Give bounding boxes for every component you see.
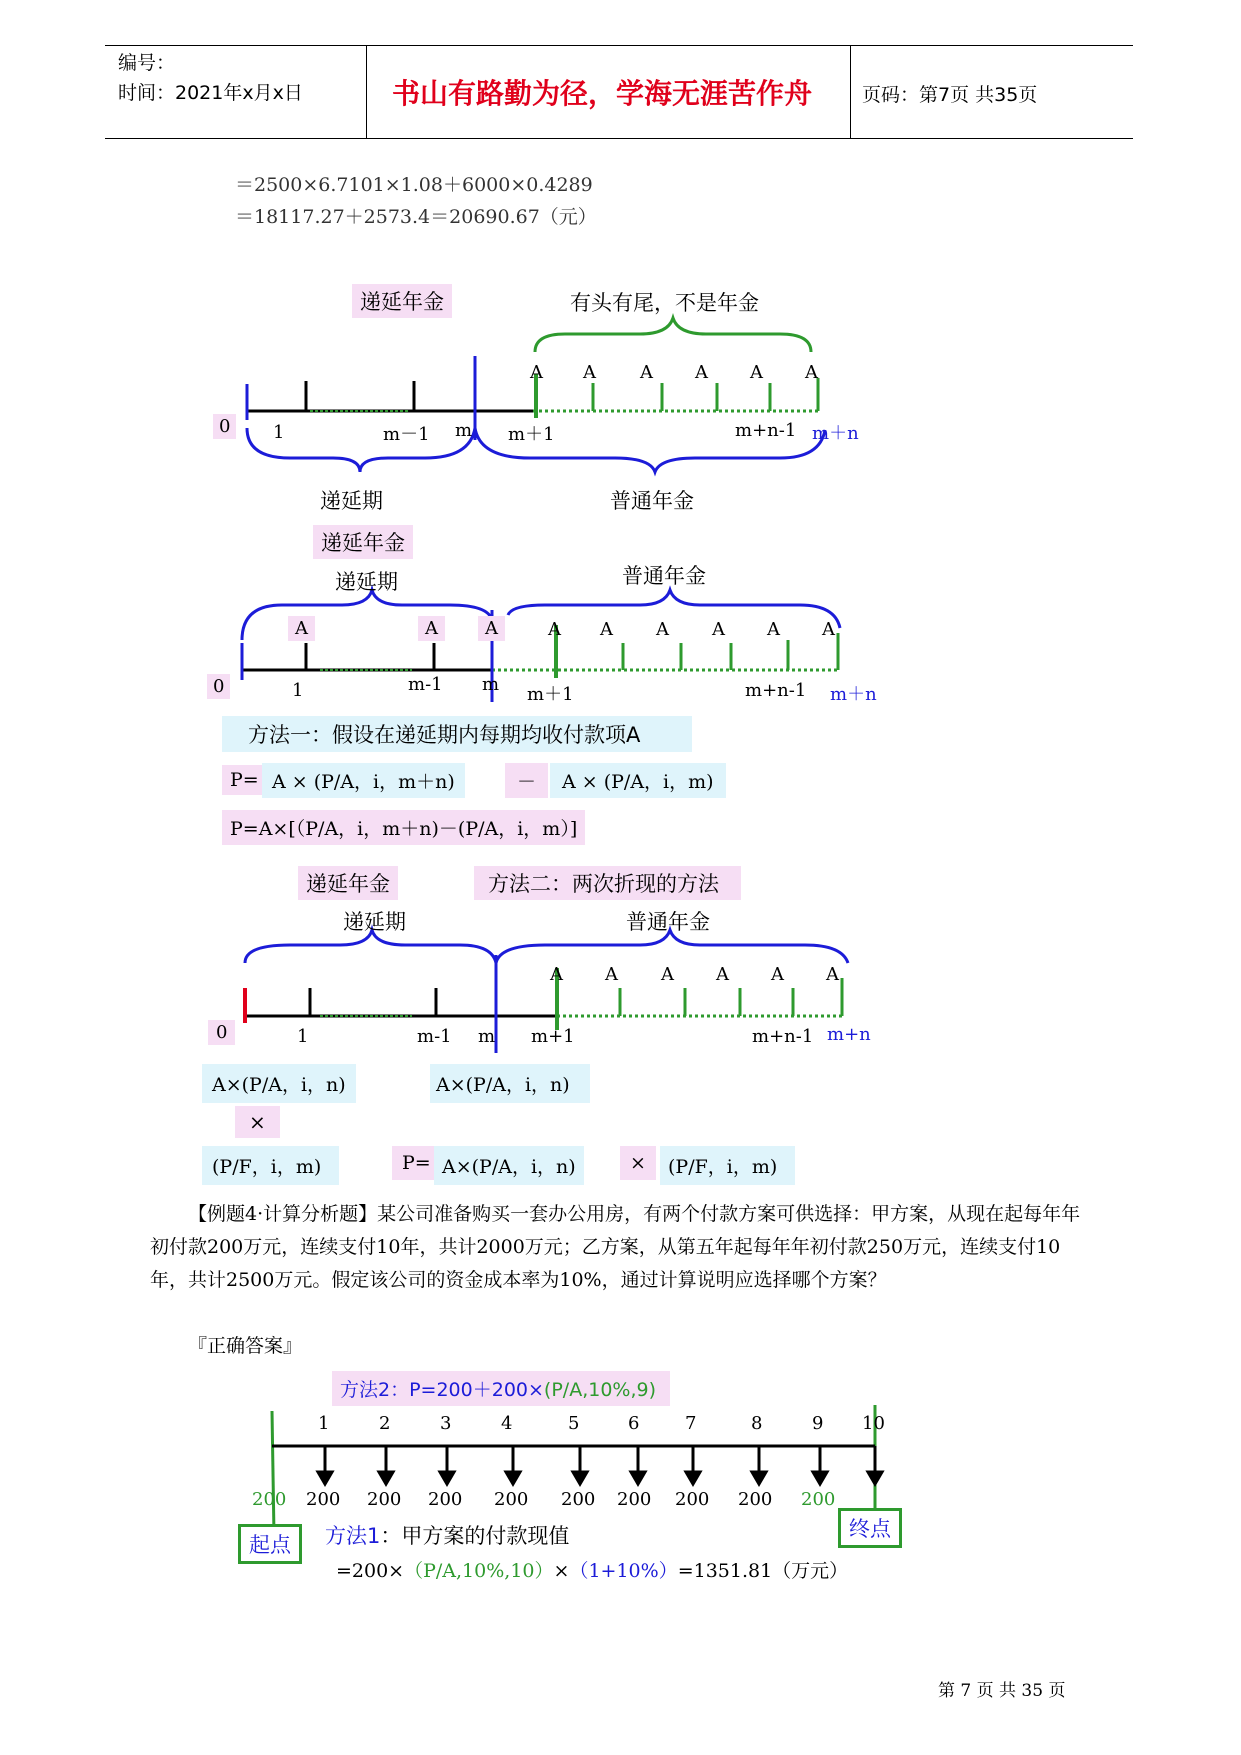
d4-amount-10: 200 xyxy=(801,1489,836,1510)
d2-tick-m+n-1: m+n-1 xyxy=(745,680,807,701)
d4-amount-4: 200 xyxy=(428,1489,463,1510)
d2-a-label: A xyxy=(548,619,561,640)
d3-tick-m+n-1: m+n-1 xyxy=(752,1026,814,1047)
d4-method-2-factor: (P/A,10%,9) xyxy=(543,1379,657,1401)
d2-a-label: A xyxy=(418,616,445,641)
d4-calc-factor-1: （P/A,10%,10） xyxy=(404,1560,554,1582)
d4-calc xyxy=(336,1556,848,1583)
d1-a-label: A xyxy=(583,362,596,383)
d4-amount-8: 200 xyxy=(675,1489,710,1510)
d2-term-2: A × (P/A，i，m) xyxy=(550,763,726,798)
d1-a-label: A xyxy=(530,362,543,383)
d3-tick-1: 1 xyxy=(297,1026,309,1047)
d4-amount-5: 200 xyxy=(494,1489,529,1510)
d4-calc-result: =1351.81（万元） xyxy=(677,1560,849,1582)
d2-deferred-period-label: 递延期 xyxy=(335,570,398,594)
d4-amount-2: 200 xyxy=(306,1489,341,1510)
d3-pf-left: (P/F，i，m) xyxy=(202,1146,339,1185)
serial-label: 编号： xyxy=(118,52,176,74)
d3-tick-m+n: m+n xyxy=(827,1024,871,1045)
d2-tick-m-1: m-1 xyxy=(408,674,443,695)
d4-start-box: 起点 xyxy=(238,1524,302,1564)
d4-tick-1: 1 xyxy=(318,1413,330,1434)
d4-amount-9: 200 xyxy=(738,1489,773,1510)
d3-p-label: P= xyxy=(392,1146,441,1180)
d1-deferred-period-label: 递延期 xyxy=(320,489,383,513)
d1-head-tail-label: 有头有尾，不是年金 xyxy=(570,291,759,315)
d4-tick-10: 10 xyxy=(862,1413,885,1434)
d2-a-label: A xyxy=(767,619,780,640)
d2-minus: － xyxy=(505,763,548,798)
d1-tick-1: 1 xyxy=(273,422,285,443)
d3-deferred-period-label: 递延期 xyxy=(343,910,406,934)
method-1-title: 方法一：假设在递延期内每期均收付款项A xyxy=(222,716,692,752)
d1-tick-m+1: m＋1 xyxy=(508,424,555,445)
d1-tick-m: m xyxy=(455,420,473,441)
d2-p-label: P= xyxy=(222,765,267,795)
d4-calc-factor-2: （1+10%） xyxy=(569,1560,678,1582)
d2-a-label: A xyxy=(600,619,613,640)
time-label: 时间：2021年x月x日 xyxy=(118,82,303,104)
d3-a-label: A xyxy=(550,964,563,985)
formula-line-2: ＝18117.27＋2573.4＝20690.67（元） xyxy=(235,206,597,228)
d3-a-label: A xyxy=(771,964,784,985)
d4-method-2-label: 方法2：P=200＋200× xyxy=(340,1379,544,1401)
d4-tick-8: 8 xyxy=(751,1413,763,1434)
d1-tick-m+n: m＋n xyxy=(812,423,859,444)
d3-tick-0: 0 xyxy=(208,1020,235,1045)
d4-amount-3: 200 xyxy=(367,1489,402,1510)
d3-tick-m-1: m-1 xyxy=(417,1026,452,1047)
d3-a-label: A xyxy=(716,964,729,985)
d3-a-label: A xyxy=(661,964,674,985)
d2-tick-m+n: m＋n xyxy=(830,684,877,705)
d4-method-1 xyxy=(325,1520,569,1550)
d3-times-2: × xyxy=(620,1146,656,1180)
diagram-4-arrows xyxy=(318,1446,882,1484)
d1-a-label: A xyxy=(805,362,818,383)
d2-tick-m+1: m＋1 xyxy=(527,684,574,705)
d3-tick-m+1: m+1 xyxy=(531,1026,575,1047)
d4-amount-1: 200 xyxy=(252,1489,287,1510)
d1-a-label: A xyxy=(695,362,708,383)
d1-ordinary-annuity-label: 普通年金 xyxy=(610,489,694,513)
d1-deferred-annuity-label: 递延年金 xyxy=(352,284,452,318)
answer-label: 『正确答案』 xyxy=(188,1335,303,1357)
d1-tick-m+n-1: m+n-1 xyxy=(735,420,797,441)
d1-a-label: A xyxy=(750,362,763,383)
d3-tick-m: m xyxy=(478,1026,496,1047)
d4-tick-7: 7 xyxy=(685,1413,697,1434)
d4-tick-6: 6 xyxy=(628,1413,640,1434)
d1-a-label: A xyxy=(640,362,653,383)
d4-tick-5: 5 xyxy=(568,1413,580,1434)
d2-a-label: A xyxy=(822,619,835,640)
d3-times: × xyxy=(235,1106,280,1138)
d2-a-label: A xyxy=(288,616,315,641)
example-paragraph: 【例题4·计算分析题】某公司准备购买一套办公用房，有两个付款方案可供选择：甲方案，从现在起每年年初付款200万元，连续支付10年，共计2000万元；乙方案，从第五年起每年年初付款250万元，连续支付10年，共计2500万元。假定该公司的资金成本率为10%，通过计算说明应选择哪个方案？ xyxy=(150,1203,1081,1291)
d2-p-full: P=A×[（P/A，i，m＋n)－(P/A，i，m）] xyxy=(222,810,585,845)
page-footer: 第 7 页 共 35 页 xyxy=(938,1681,1066,1701)
d2-ordinary-annuity-label: 普通年金 xyxy=(622,564,706,588)
formula-line-1: ＝2500×6.7101×1.08＋6000×0.4289 xyxy=(235,174,593,196)
d3-a-label: A xyxy=(826,964,839,985)
diagram-1-timeline xyxy=(247,318,825,472)
d2-tick-1: 1 xyxy=(292,680,304,701)
d3-pa-right: A×(P/A，i，n) xyxy=(430,1064,590,1103)
d2-a-label: A xyxy=(478,616,505,641)
d4-tick-4: 4 xyxy=(501,1413,513,1434)
d4-end-box: 终点 xyxy=(838,1508,902,1548)
d1-tick-m-1: m－1 xyxy=(383,424,430,445)
d4-tick-3: 3 xyxy=(440,1413,452,1434)
d3-a-label: A xyxy=(605,964,618,985)
d2-term-1: A × (P/A，i，m＋n) xyxy=(262,763,465,798)
d2-a-label: A xyxy=(656,619,669,640)
d4-amount-7: 200 xyxy=(617,1489,652,1510)
page-info: 页码：第7页 共35页 xyxy=(862,84,1038,106)
d4-method-1-label: 方法1 xyxy=(325,1524,381,1548)
d4-calc-prefix: =200× xyxy=(336,1560,405,1582)
d3-deferred-annuity-label: 递延年金 xyxy=(298,866,398,900)
d2-deferred-annuity-label: 递延年金 xyxy=(313,525,413,559)
d2-a-label: A xyxy=(712,619,725,640)
d4-amount-6: 200 xyxy=(561,1489,596,1510)
d4-method-1-title: ：甲方案的付款现值 xyxy=(380,1524,570,1548)
d4-tick-2: 2 xyxy=(379,1413,391,1434)
d4-calc-times: × xyxy=(553,1560,570,1582)
d4-method-2 xyxy=(332,1371,670,1406)
d3-pf-right: (P/F，i，m) xyxy=(660,1146,795,1185)
d3-ordinary-annuity-label: 普通年金 xyxy=(626,910,710,934)
d2-tick-0: 0 xyxy=(207,674,230,699)
d2-tick-m: m xyxy=(482,674,500,695)
d3-pa-left: A×(P/A，i，n) xyxy=(202,1064,356,1103)
d1-tick-0: 0 xyxy=(213,414,236,439)
d3-pa-mid: A×(P/A，i，n) xyxy=(434,1146,584,1185)
d4-tick-9: 9 xyxy=(812,1413,824,1434)
motto: 书山有路勤为径，学海无涯苦作舟 xyxy=(392,77,813,110)
method-2-title: 方法二：两次折现的方法 xyxy=(474,866,741,900)
